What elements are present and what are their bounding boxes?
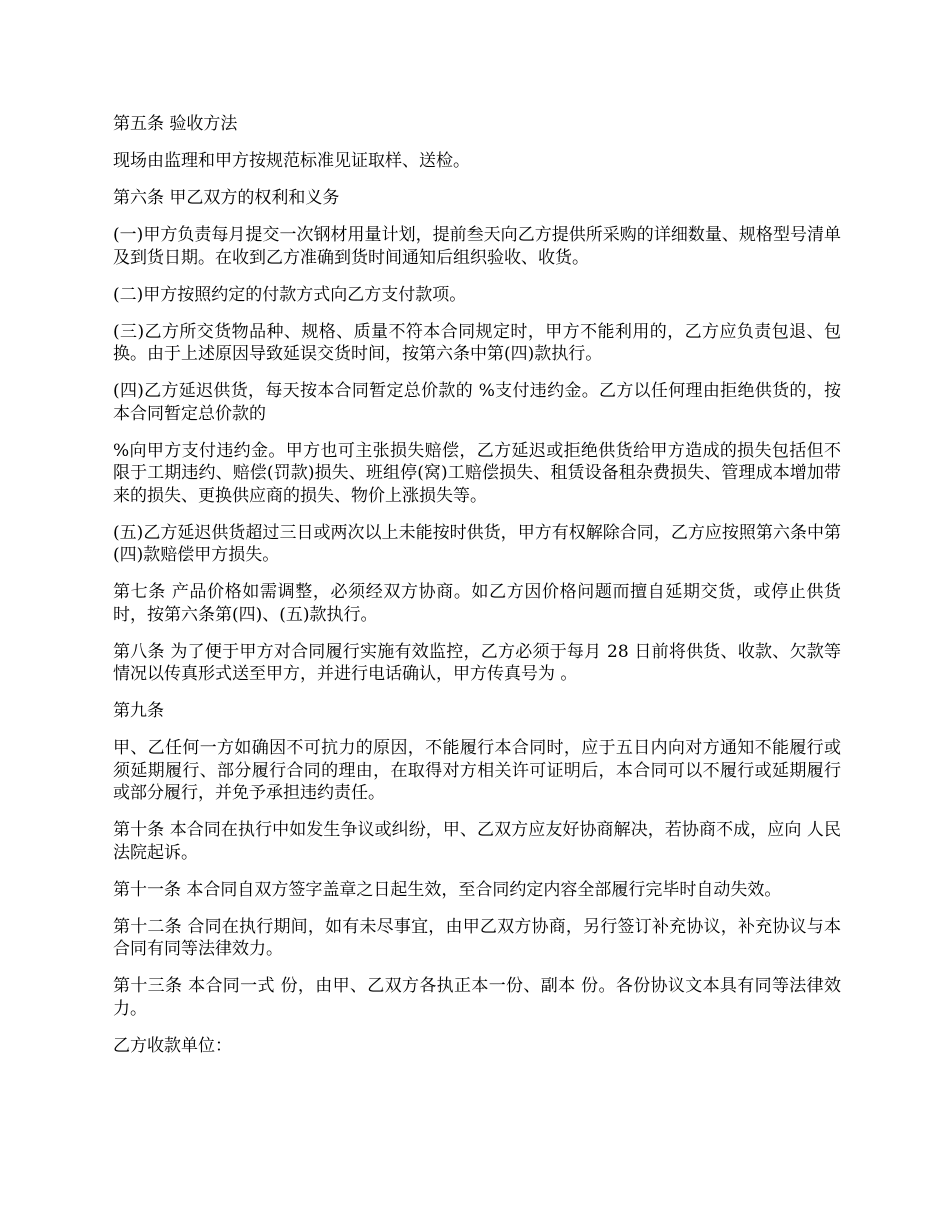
article-7: 第七条 产品价格如需调整，必须经双方协商。如乙方因价格问题而擅自延期交货，或停止供货时，按第六条第(四)、(五)款执行。	[113, 582, 841, 625]
article-6-clause-3: (三)乙方所交货物品种、规格、质量不符本合同规定时，甲方不能利用的，乙方应负责包退、包换。由于上述原因导致延误交货时间，按第六条中第(四)款执行。	[113, 321, 841, 364]
article-6-clause-1: (一)甲方负责每月提交一次钢材用量计划，提前叁天向乙方提供所采购的详细数量、规格型号清单及到货日期。在收到乙方准确到货时间通知后组织验收、收货。	[113, 225, 841, 268]
article-9-body: 甲、乙任何一方如确因不可抗力的原因，不能履行本合同时，应于五日内向对方通知不能履行或须延期履行、部分履行合同的理由，在取得对方相关许可证明后，本合同可以不履行或延期履行或部分履行，并免予承担违约责任。	[113, 738, 841, 803]
article-13: 第十三条 本合同一式 份，由甲、乙双方各执正本一份、副本 份。各份协议文本具有同等法律效力。	[113, 976, 841, 1019]
article-5-body: 现场由监理和甲方按规范标准见证取样、送检。	[113, 151, 470, 171]
article-11: 第十一条 本合同自双方签字盖章之日起生效，至合同约定内容全部履行完毕时自动失效。	[113, 879, 782, 900]
article-10: 第十条 本合同在执行中如发生争议或纠纷，甲、乙双方应友好协商解决，若协商不成，应向 人民法院起诉。	[113, 820, 841, 863]
article-6-clause-4-continued: %向甲方支付违约金。甲方也可主张损失赔偿，乙方延迟或拒绝供货给甲方造成的损失包括但不限于工期违约、赔偿(罚款)损失、班组停(窝)工赔偿损失、租赁设备租杂费损失、管理成本增加带来的损失、更换供应商的损失、物价上涨损失等。	[113, 440, 841, 506]
article-6-clause-4: (四)乙方延迟供货，每天按本合同暂定总价款的 %支付违约金。乙方以任何理由拒绝供货的，按本合同暂定总价款的	[113, 381, 841, 424]
article-6-clause-5: (五)乙方延迟供货超过三日或两次以上未能按时供货，甲方有权解除合同，乙方应按照第六条中第(四)款赔偿甲方损失。	[113, 522, 841, 565]
document-page	[113, 113, 841, 1072]
article-6-clause-2: (二)甲方按照约定的付款方式向乙方支付款项。	[113, 284, 467, 305]
payee-unit-label: 乙方收款单位：	[113, 1035, 232, 1056]
article-9-heading: 第九条	[113, 701, 164, 721]
article-5-heading: 第五条 验收方法	[113, 114, 238, 134]
article-6-heading: 第六条 甲乙双方的权利和义务	[113, 188, 340, 208]
article-12: 第十二条 合同在执行期间，如有未尽事宜，由甲乙双方协商，另行签订补充协议，补充协议与本合同有同等法律效力。	[113, 916, 841, 959]
article-8: 第八条 为了便于甲方对合同履行实施有效监控，乙方必须于每月 28 日前将供货、收款、欠款等情况以传真形式送至甲方，并进行电话确认，甲方传真号为 。	[113, 641, 841, 684]
